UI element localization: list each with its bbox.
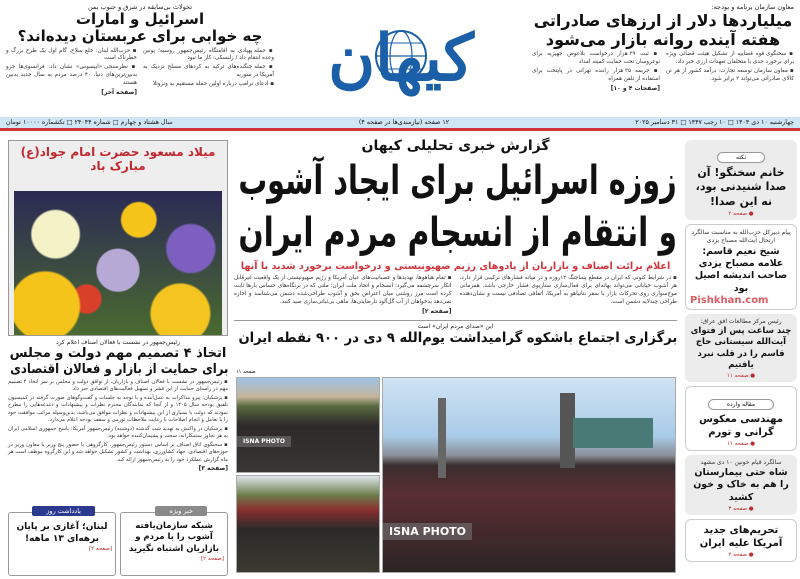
subhead-text: اعلام برائت اصناف و بازاریان از پادوهای رژیم صهیونیستی و درخواست برخورد شدید با آنها bbox=[240, 260, 671, 272]
page-ref[interactable]: [صفحه ۳] bbox=[198, 465, 228, 473]
lead-story[interactable] bbox=[234, 138, 677, 346]
page-ref[interactable]: [صفحه آخر] bbox=[101, 89, 137, 97]
box-kicker: رئیس مرکز مطالعات افق عراق: bbox=[700, 318, 782, 326]
page-ref[interactable]: [صفحه ۲] bbox=[422, 308, 452, 316]
box-title: شیخ نعیم قاسم: علامه مصباح یزدی صاحب اندیشه اصیل بود bbox=[694, 245, 788, 294]
sidebar-box-mashhad[interactable] bbox=[685, 455, 797, 515]
section-tag: خبر ویژه bbox=[155, 506, 207, 516]
photo-crowd-street[interactable] bbox=[236, 377, 380, 473]
bullets bbox=[532, 51, 794, 93]
photo-crowd-square[interactable] bbox=[382, 377, 676, 573]
headline-line bbox=[532, 30, 794, 49]
headline-text: و انتقام از انسجام مردم ایران bbox=[238, 209, 677, 256]
greeting-text: میلاد مسعود حضرت امام جواد(ع) bbox=[20, 145, 216, 159]
page-ref[interactable]: [صفحات ۴ و ۱۰] bbox=[610, 85, 660, 93]
page-count: ۱۲ صفحه (نیازمندی‌ها در صفحه ۴) bbox=[358, 119, 450, 126]
kicker: معاون سازمان برنامه و بودجه: bbox=[711, 3, 794, 11]
headline-text: هفته آینده روانه بازار می‌شود bbox=[545, 30, 781, 50]
bullet: ▪ سخنگوی اتاق اصناف بر اساس دستور رئیس‌جمهور، کارگروهی با حضور پنج وزیر یا معاون وزیر در حوزه‌های اقتصادی، جهاد کشاورزی، بهداشت و کشور تشکیل خواهد شد و این کارگروه موظف است هر ماه گزارش عملکرد خود را به رئیس‌جمهور ارائه کند. bbox=[8, 442, 228, 465]
section-tag: یادداشت روز bbox=[32, 506, 95, 516]
special-news-box[interactable] bbox=[120, 507, 228, 576]
kicker: این «صدای مردم ایران» است bbox=[417, 322, 494, 330]
issue-number-price: سال هشتاد و چهارم □ شماره ۲۴۰۴۴ □ تکشماره ۱۰۰۰۰ تومان bbox=[6, 119, 173, 126]
headline bbox=[6, 11, 274, 46]
bullet: ▪ سخنگوی قوه قضاییه از تشکیل هیئت قضائی ویژه برای برخورد جدی با متخلفان تعهدات ارزی خبر داد. bbox=[666, 51, 794, 67]
page-ref[interactable]: [صفحه ۲] bbox=[201, 556, 224, 563]
headline-line bbox=[6, 28, 274, 45]
sidebar-box-note[interactable] bbox=[685, 140, 797, 220]
sidebar-box-hezbollah[interactable] bbox=[685, 224, 797, 310]
sidebar bbox=[685, 140, 797, 562]
headline-text: چه خوابی برای عربستان دیده‌اند؟ bbox=[17, 27, 263, 46]
kicker: رئیس‌جمهور در نشست با فعالان اصناف اعلام کرد bbox=[55, 339, 181, 346]
bullet: ▪ معاون سازمان توسعه تجارت: درآمد کشور از هر تن کالای صادراتی می‌تواند ۲ برابر شود. bbox=[666, 68, 794, 84]
bullet: ▪ رئیس‌جمهور در نشست با فعالان اصناف و بازاریان، از توافق دولت و مجلس بر سر اتخاذ ۴ تصمیم مهم در راستای حمایت از این قشر و تسهیل فعالیت‌های اقتصادی خبر داد. bbox=[8, 379, 228, 394]
headline bbox=[234, 155, 677, 259]
date-bar bbox=[0, 117, 800, 131]
box-title: لبنان؛ آغازی بر پایان برهه‌ای ۱۳ ماهه! bbox=[16, 522, 108, 545]
lead-body bbox=[234, 275, 677, 321]
body-column: ▪ تمام هیاهوها، تهدیدها و عصبانیت‌های عیان آمریکا و رژیم صهیونیستی از یک واقعیت غیرقابل انکار سرچشمه می‌گیرد: انسجام و اتحاد ملت ایران؛ ملتی که در برنگاه‌های حساس بارها ثابت کرده است مرز روشنی میان اعتراض بحق و آشوب طراحی‌شده دشمن می‌شناسد و اجازه نمی‌دهد بدخواهان از آب گل‌آلود نارضایتی‌ها، ماهی بی‌ثباتی‌سازی صید کنند. bbox=[234, 275, 452, 307]
box-title: مهندسی معکوس گرانی و تورم bbox=[699, 413, 783, 438]
top-left-story[interactable] bbox=[6, 3, 274, 98]
bullet: ▪ جریمه ۳۵ هزار راننده تهرانی در پایتخت برای استفاده از تلفن همراه bbox=[532, 68, 660, 84]
box-title: شاه حتی بیمارستان را هم به خاک و خون کشید bbox=[693, 467, 789, 503]
section-tag: مقاله وارده bbox=[708, 399, 774, 410]
box-title: شبکه سازمان‌یافته آشوب را با مردم و بازاریان اشتباه نگیرید bbox=[128, 521, 220, 554]
bullets bbox=[8, 379, 228, 475]
headline-text: اتخاذ ۴ تصمیم مهم دولت و مجلس bbox=[9, 346, 227, 361]
flowers-image bbox=[14, 191, 222, 335]
bullet: ▪ حمله پهپادی به اقامتگاه رئیس‌جمهور روسیه؛ پوتین وعده انتقام داد / زلنسکی: کار ما نبود bbox=[143, 48, 274, 64]
bullet: ▪ حمله جنگنده‌های ترکیه به کردهای مسلح نزدیک به آمریکا در سوریه bbox=[143, 64, 274, 80]
rally-headline bbox=[234, 330, 677, 346]
bullet: ▪ پزشکیان در واکنش به تهدید شب گذشته (دوشنبه) رئیس‌جمهور آمریکا: پاسخ جمهوری اسلامی ایران به هر تجاوز ستمکارانه، سخت و پشیمان‌کننده خواهد بود. bbox=[8, 426, 228, 441]
rally-headline-text: برگزاری اجتماع باشکوه گرامیداشت یوم‌الله ۹ دی در ۹۰۰ نقطه ایران bbox=[238, 329, 677, 346]
bullet: ▪ ثبت ۳۹ هزار درخواست بلاعوض جهیزیه برای نوعروسان تحت حمایت کمیته امداد bbox=[532, 51, 660, 67]
bullet: ▪ نظرسنجی «ایپسوس» نشان داد: فرانسوی‌ها جزو بدبین‌ترین‌های دنیا، ۴۰ درصد مردم به سال جدید بدبین هستند bbox=[6, 64, 137, 88]
section-tag: نکته bbox=[717, 152, 765, 163]
headline-line bbox=[6, 11, 274, 28]
headline-line bbox=[8, 362, 228, 378]
photo-watermark: ISNA PHOTO bbox=[383, 523, 472, 540]
box-title: تحریم‌های جدید آمریکا علیه ایران bbox=[699, 525, 783, 550]
president-story[interactable] bbox=[8, 339, 228, 474]
logo-text: کیهان bbox=[328, 21, 474, 96]
masthead-logo[interactable] bbox=[278, 6, 524, 111]
greeting-box[interactable] bbox=[8, 140, 228, 336]
greeting-text: مبارک باد bbox=[90, 159, 146, 174]
greeting-title bbox=[9, 141, 227, 174]
photo-officials[interactable] bbox=[236, 475, 380, 573]
greeting-line bbox=[13, 145, 223, 159]
headline-line bbox=[532, 11, 794, 30]
headline-line bbox=[234, 207, 677, 259]
box-kicker: سالگرد قیام خونین ۱۰ دی مشهد bbox=[700, 458, 782, 466]
page-ref[interactable]: ● صفحه ۱۱ bbox=[690, 441, 792, 447]
page-ref[interactable]: [صفحه ۲] bbox=[89, 546, 112, 553]
headline bbox=[532, 11, 794, 49]
bullet: ▪ ادعای ترامپ درباره اولین حمله مستقیم به ونزوئلا bbox=[143, 81, 274, 89]
sidebar-box-iraq[interactable] bbox=[685, 314, 797, 382]
note-of-day-box[interactable] bbox=[8, 507, 116, 576]
page-ref[interactable]: ● صفحه ۳ bbox=[689, 506, 793, 512]
headline-text: برای حمایت از بازار و فعالان اقتصادی bbox=[9, 362, 228, 378]
subhead bbox=[234, 261, 677, 273]
sidebar-box-article[interactable] bbox=[685, 386, 797, 451]
box-title: چند ساعت پس از فتوای آیت‌الله سیستانی حاج قاسم را در قلب نبرد یافتیم bbox=[690, 326, 792, 370]
top-right-story[interactable] bbox=[532, 3, 794, 94]
headline bbox=[8, 346, 228, 379]
sidebar-box-sanctions[interactable] bbox=[685, 519, 797, 562]
page-ref[interactable]: ● صفحه ۱۱ bbox=[689, 373, 793, 379]
body-column: ▪ در شرایط کنونی که ایران در مقطع پساجنگ ۱۲روزه و در میانه فشارهای ترکیبی قرار دارد، هر آشوب خیابانی می‌تواند بهانه‌ای برای فعال‌سازی سناریوی فشار خارجی باشد. همزمانی موج‌سواری روی تحرکات بازار با سفر نتانیاهو به آمریکا، اتفاقی تصادفی نیست و نشان‌دهنده طراحی چندلایه دشمن است. bbox=[460, 275, 678, 316]
issue-date: چهارشنبه ۱۰ دی ۱۴۰۴ □ ۱۰ رجب ۱۴۴۷ □ ۳۱ دسامبر ۲۰۲۵ bbox=[635, 119, 794, 126]
bullet: ▪ پزشکیان: پیرو مذاکرات به عمل‌آمده و با توجه به جلسات و گفت‌وگوهای صورت گرفته در کمیسیون تلفیق بودجه سال ۱۴۰۵ و از آنجا که نمایندگان محترم نظرات و پیشنهادات و دغدغه‌هایی را مطرح نمودند که دولت با بسیاری از این پیشنهادات و نظرات موافق می‌باشد، بدین‌وسیله مراتب موافقت خود را با تعامل و انجام اصلاحات با رعایت ملاحظات تورمی و سقف بودجه اعلام می‌دارد. bbox=[8, 395, 228, 425]
pishkhan-watermark: Pishkhan.com bbox=[690, 295, 769, 307]
box-kicker: پیام دبیرکل حزب‌الله به مناسبت سالگرد ارتحال آیت‌الله مصباح یزدی bbox=[691, 228, 791, 245]
headline-line bbox=[8, 346, 228, 362]
headline-text: اسرائیل و امارات bbox=[75, 10, 205, 28]
kicker: تحولات بی‌سابقه در شرق و جنوب یمن bbox=[87, 3, 193, 11]
box-title: خانم سخنگو! آن صدا شنیدنی بود، نه این صدا! bbox=[695, 166, 787, 208]
photo-watermark: ISNA PHOTO bbox=[237, 436, 291, 447]
page-ref[interactable]: ● صفحه ۲ bbox=[690, 552, 792, 558]
headline-text: میلیاردها دلار از ارزهای صادراتی bbox=[533, 11, 793, 30]
kicker: گزارش خبری تحلیلی کیهان bbox=[361, 138, 550, 154]
photo-ref[interactable]: صفحه ۱۱ bbox=[236, 369, 256, 375]
bullets bbox=[6, 48, 274, 98]
greeting-line bbox=[13, 159, 223, 173]
bullet: ▪ حزب‌الله لبنان: خلع سلاح، گام اول یک طرح بزرگ و خطرناک است bbox=[6, 48, 137, 64]
headline-line bbox=[234, 155, 677, 207]
page-ref[interactable]: ● صفحه ۲ bbox=[689, 211, 793, 217]
headline-text: زوزه اسرائیل برای ایجاد آشوب bbox=[238, 157, 677, 204]
